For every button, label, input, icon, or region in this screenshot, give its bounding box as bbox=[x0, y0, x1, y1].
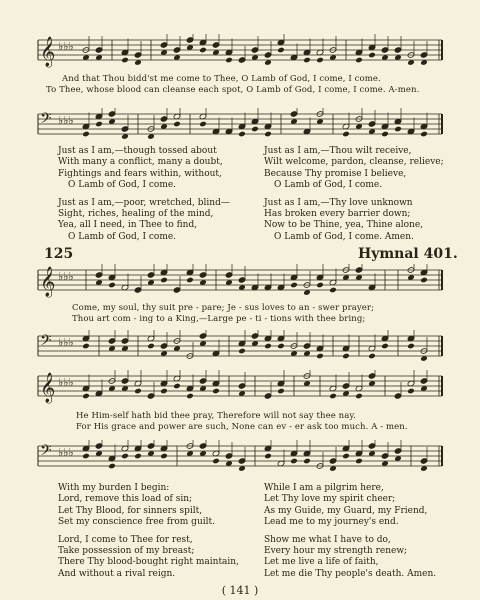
verse-column-left bbox=[58, 483, 239, 580]
bass-staff-3 bbox=[0, 440, 480, 476]
verse-line: O Lamb of God, I come. bbox=[68, 180, 177, 191]
verse-column-right bbox=[264, 483, 436, 580]
verse-line: Just as I am,—Thy love unknown bbox=[264, 197, 413, 208]
verse bbox=[58, 483, 239, 529]
page-number: ( 141 ) bbox=[221, 584, 259, 597]
lyric-line: Thou art com - ing to a King,—Large pe - ti - tions with thee bring; bbox=[72, 314, 366, 324]
verse-line: Just as I am,—Thou wilt receive, bbox=[264, 146, 412, 156]
svg-text:𝄞: 𝄞 bbox=[40, 267, 56, 297]
lyric-line: To Thee, whose blood can cleanse each spot, O Lamb of God, I come, I come. A-men. bbox=[46, 85, 420, 95]
verse-line: Fightings and fears within, without, bbox=[58, 168, 222, 179]
svg-text:♭♭♭: ♭♭♭ bbox=[58, 376, 74, 389]
lyric-line: Come, my soul, thy suit pre - pare; Je - sus loves to an - swer prayer; bbox=[72, 303, 375, 313]
treble-staff-1 bbox=[0, 34, 480, 70]
verse-line: Lord, I come to Thee for rest, bbox=[58, 534, 193, 545]
verse-line: Wilt welcome, pardon, cleanse, relieve; bbox=[264, 157, 444, 168]
verse-line: Show me what I have to do, bbox=[264, 534, 391, 545]
svg-text:𝄞: 𝄞 bbox=[40, 37, 56, 67]
verse bbox=[58, 146, 230, 192]
verse bbox=[58, 535, 239, 581]
svg-text:♭♭♭: ♭♭♭ bbox=[58, 336, 74, 349]
verse-line: Sight, riches, healing of the mind, bbox=[58, 209, 214, 220]
verse-line: Let Thy Blood, for sinners spilt, bbox=[58, 505, 203, 516]
verse bbox=[264, 146, 444, 192]
verse-line: And without a rival reign. bbox=[58, 568, 176, 579]
verse-line: Take possession of my breast; bbox=[58, 546, 195, 557]
verse-line: Lead me to my journey's end. bbox=[264, 517, 399, 528]
verse-column-left bbox=[58, 146, 230, 243]
verse-line: O Lamb of God, I come. Amen. bbox=[274, 231, 414, 242]
verse-line: Let Thy love my spirit cheer; bbox=[264, 494, 396, 505]
hymn-number: 125 bbox=[44, 246, 74, 262]
verse-line: Let me die Thy people's death. Amen. bbox=[264, 568, 437, 579]
verse-line: Now to be Thine, yea, Thine alone, bbox=[264, 220, 424, 231]
verse bbox=[264, 535, 436, 581]
treble-staff-3 bbox=[0, 370, 480, 406]
verse-line: There Thy blood-bought right maintain, bbox=[58, 557, 239, 568]
verse-line: Every hour my strength renew; bbox=[264, 546, 408, 557]
lyric-line: He Him-self hath bid thee pray, Therefore will not say thee nay. bbox=[76, 411, 356, 421]
verse-column-right bbox=[264, 146, 444, 243]
bass-staff-1 bbox=[0, 108, 480, 144]
svg-text:♭♭♭: ♭♭♭ bbox=[58, 446, 74, 459]
verse-line: Lord, remove this load of sin; bbox=[58, 494, 193, 505]
verse-line: With many a conflict, many a doubt, bbox=[58, 157, 223, 168]
verse-line: O Lamb of God, I come. bbox=[68, 231, 177, 242]
verse bbox=[58, 198, 230, 244]
treble-staff-2 bbox=[0, 264, 480, 300]
svg-text:♭♭♭: ♭♭♭ bbox=[58, 270, 74, 283]
verse-line: Set my conscience free from guilt. bbox=[58, 517, 215, 528]
verse-line: Let me live a life of faith, bbox=[264, 557, 379, 568]
svg-text:𝄢: 𝄢 bbox=[40, 332, 52, 353]
svg-text:𝄢: 𝄢 bbox=[40, 110, 52, 131]
svg-text:♭♭♭: ♭♭♭ bbox=[58, 40, 74, 53]
verse-line: Just as I am,—poor, wretched, blind— bbox=[58, 197, 230, 208]
verse bbox=[264, 198, 444, 244]
lyric-line: And that Thou bidd'st me come to Thee, O Lamb of God, I come, I come. bbox=[62, 74, 381, 84]
verse-line: Just as I am,—though tossed about bbox=[58, 146, 217, 156]
lyric-line: For His grace and power are such, None can ev - er ask too much. A - men. bbox=[76, 422, 408, 432]
bass-staff-2 bbox=[0, 330, 480, 366]
verse-line: While I am a pilgrim here, bbox=[264, 483, 384, 493]
svg-text:𝄞: 𝄞 bbox=[40, 373, 56, 403]
verse-line: Because Thy promise I believe, bbox=[264, 168, 407, 179]
hymn-title: Hymnal 401. bbox=[358, 246, 458, 262]
svg-text:𝄢: 𝄢 bbox=[40, 442, 52, 463]
verse-line: Has broken every barrier down; bbox=[264, 209, 411, 220]
verse-line: Yea, all I need, in Thee to find, bbox=[58, 220, 198, 231]
svg-text:♭♭♭: ♭♭♭ bbox=[58, 114, 74, 127]
verse-line: As my Guide, my Guard, my Friend, bbox=[264, 505, 428, 516]
verse-line: With my burden I begin: bbox=[58, 483, 170, 493]
verse-line: O Lamb of God, I come. bbox=[274, 180, 383, 191]
verse bbox=[264, 483, 436, 529]
